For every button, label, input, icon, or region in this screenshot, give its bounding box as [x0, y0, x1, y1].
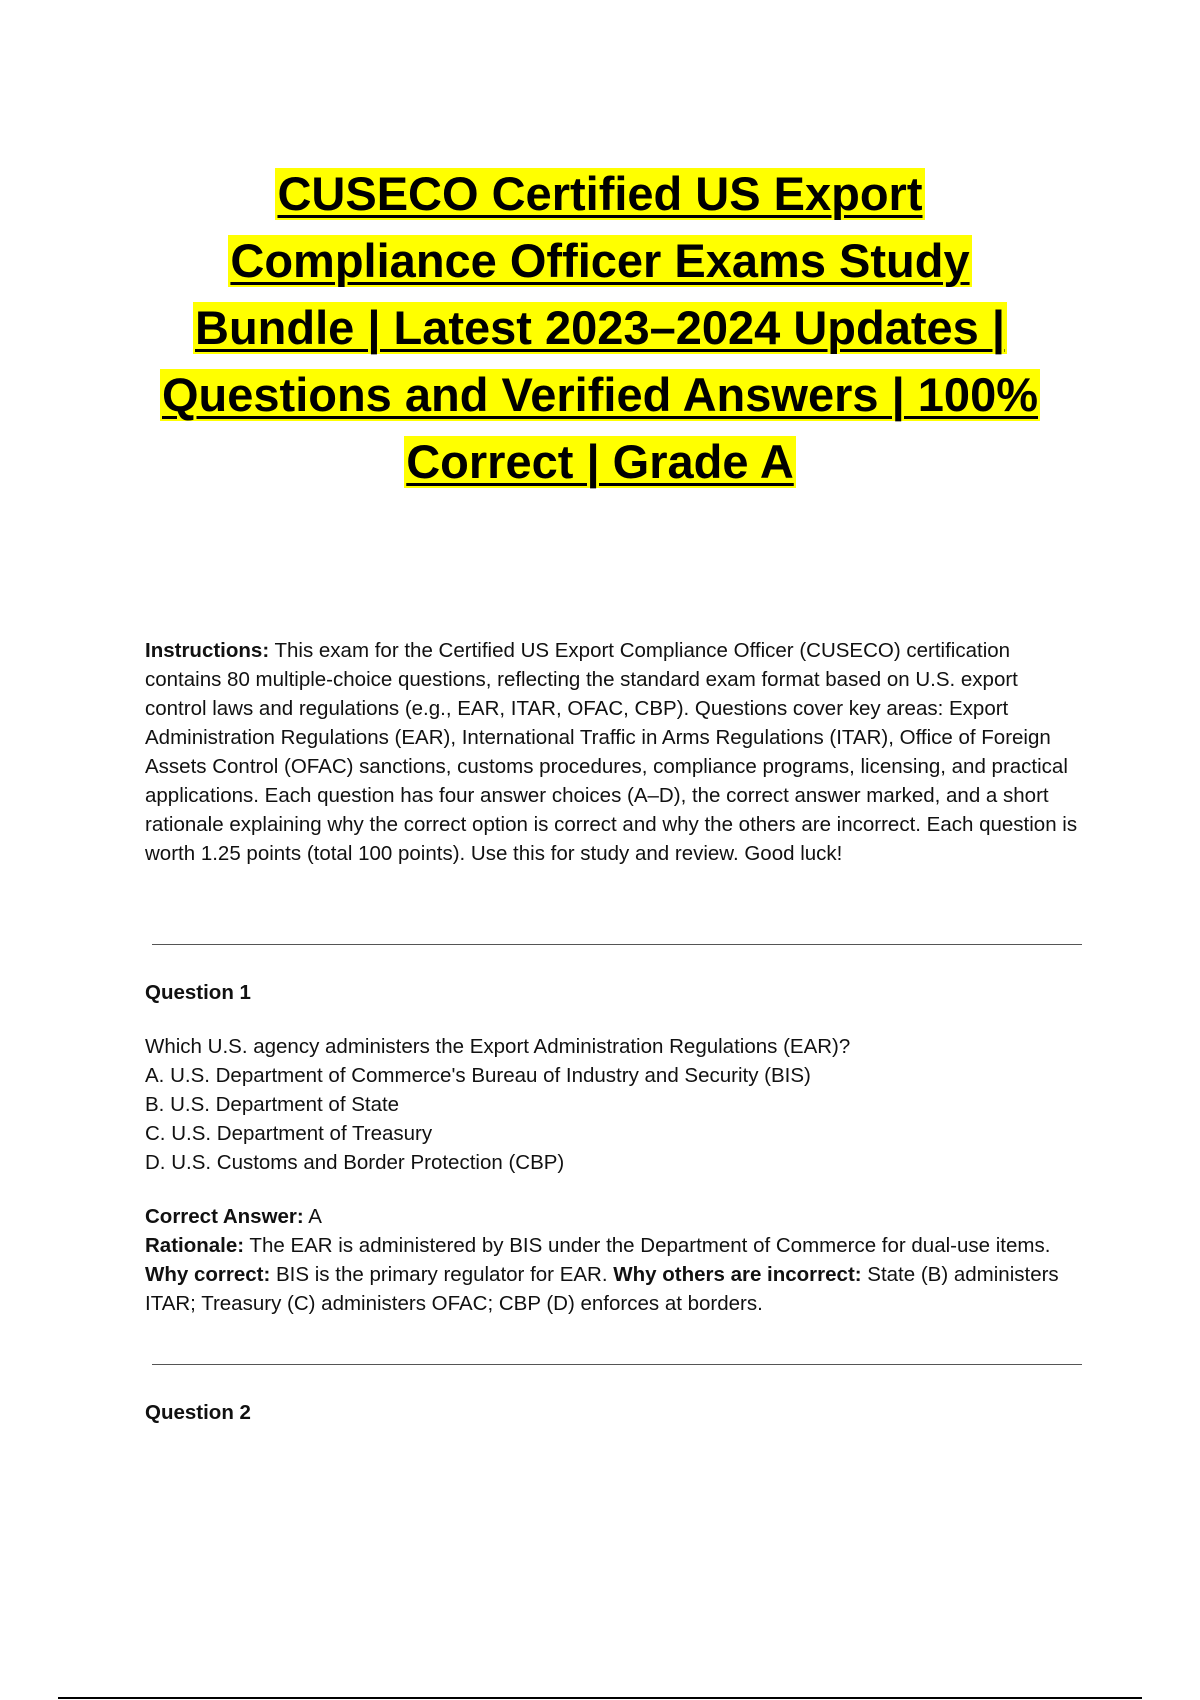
- answer-option: B. U.S. Department of State: [145, 1093, 400, 1116]
- title-line: Compliance Officer Exams Study: [230, 234, 970, 287]
- rationale-text: The EAR is administered by BIS under the Department of Commerce for dual-use items.: [244, 1234, 1051, 1257]
- rationale-label: Rationale:: [145, 1234, 245, 1257]
- rationale: [145, 1231, 1085, 1318]
- section-divider: [152, 1364, 1082, 1365]
- instructions-text: This exam for the Certified US Export Compliance Officer (CUSECO) certification contains 80 multiple-choice questions, reflecting the standard exam format based on U.S. export control laws and regulations (e.g., EAR, ITAR, OFAC, CBP). Questions cover key areas: Export Administration Regulations (EAR), International Traffic in Arms Regulations (ITAR), Office of Foreign Assets Control (OFAC) sanctions, customs procedures, compliance programs, licensing, and practical applications. Each question has four answer choices (A–D), the correct answer marked, and a short rationale explaining why the correct option is correct and why the others are incorrect. Each question is worth 1.25 points (total 100 points). Use this for study and review. Good luck!: [145, 639, 1078, 865]
- title-line: CUSECO Certified US Export: [277, 167, 923, 220]
- page-bottom-border: [58, 1697, 1142, 1699]
- answer-section: [145, 1202, 1085, 1318]
- question-heading: Question 2: [145, 1401, 251, 1424]
- why-correct-label: Why correct:: [145, 1263, 271, 1286]
- document-title: [120, 168, 1080, 503]
- title-line: Correct | Grade A: [406, 435, 794, 488]
- answer-option: A. U.S. Department of Commerce's Bureau of Industry and Security (BIS): [145, 1064, 811, 1087]
- why-incorrect-text: State (B) administers ITAR; Treasury (C) administers OFAC; CBP (D) enforces at borders.: [145, 1263, 1059, 1315]
- question-body: [145, 1032, 1085, 1177]
- title-line: Bundle | Latest 2023–2024 Updates |: [195, 301, 1005, 354]
- correct-answer-label: Correct Answer:: [145, 1205, 304, 1228]
- section-divider: [152, 944, 1082, 945]
- answer-option: D. U.S. Customs and Border Protection (CBP): [145, 1151, 565, 1174]
- title-line: Questions and Verified Answers | 100%: [162, 368, 1038, 421]
- question-heading: Question 1: [145, 981, 251, 1004]
- instructions-label: Instructions:: [145, 639, 270, 662]
- why-correct-text: BIS is the primary regulator for EAR.: [270, 1263, 614, 1286]
- answer-option: C. U.S. Department of Treasury: [145, 1122, 433, 1145]
- correct-answer: [145, 1202, 1085, 1231]
- instructions-paragraph: [145, 636, 1085, 868]
- correct-answer-value: A: [303, 1205, 322, 1228]
- question-prompt: Which U.S. agency administers the Export Administration Regulations (EAR)?: [145, 1035, 851, 1058]
- why-incorrect-label: Why others are incorrect:: [613, 1263, 862, 1286]
